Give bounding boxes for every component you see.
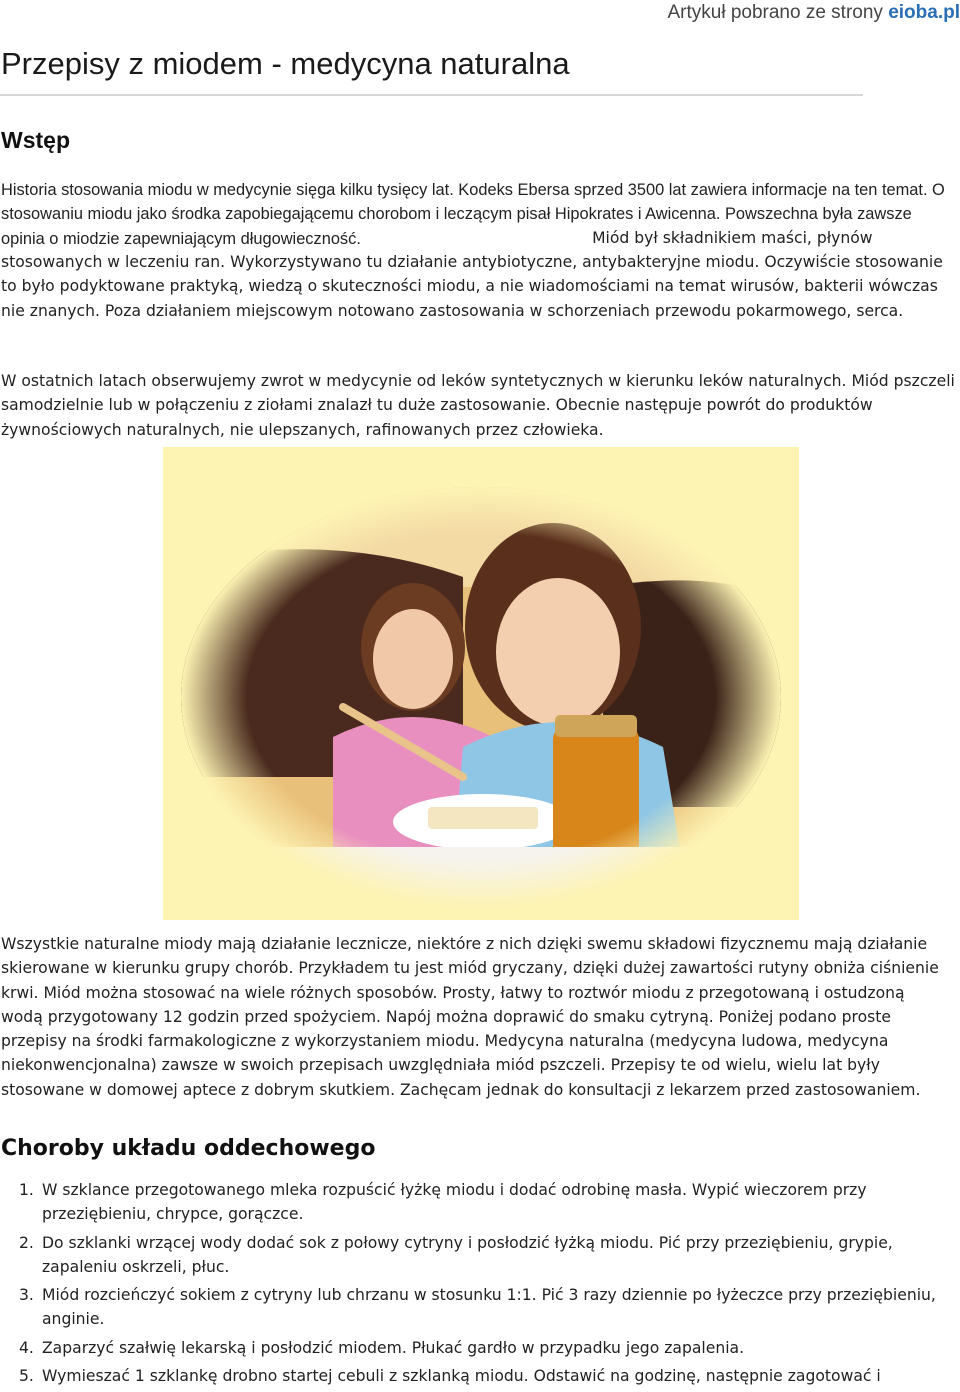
list-item: 3. Miód rozcieńczyć sokiem z cytryny lub chrzanu w stosunku 1:1. Pić 3 razy dziennie po łyżeczce przy przeziębieniu, anginie. <box>19 1286 936 1329</box>
list-item: 1. W szklance przegotowanego mleka rozpuścić łyżkę miodu i dodać odrobinę masła. Wypić wieczorem przy przeziębieniu, chrypce, gorączce. <box>19 1181 867 1224</box>
list-item: 5. Wymieszać 1 szklankę drobno startej cebuli z szklanką miodu. Odstawić na godzinę, następnie zagotować i <box>19 1367 881 1386</box>
source-prefix: Artykuł pobrano ze strony <box>667 2 889 23</box>
title-divider <box>0 94 863 96</box>
list-item: 2. Do szklanki wrzącej wody dodać sok z połowy cytryny i posłodzić łyżką miodu. Pić przy przeziębieniu, grypie, zapaleniu oskrzeli, płuc. <box>19 1233 893 1276</box>
photo-illustration <box>163 447 799 920</box>
paragraph-2: W ostatnich latach obserwujemy zwrot w medycynie od leków syntetycznych w kierunku leków naturalnych. Miód pszczeli samodzielnie lub w połączeniu z ziołami znalazł tu duże zastosowanie. Obecnie następuje powrót do produktów żywnościowych naturalnych, nie ulepszanych, rafinowanych przez człowieka. <box>1 372 955 439</box>
source-attribution <box>667 2 960 24</box>
recipe-list <box>0 1178 945 1392</box>
intro-paragraph-rest: Miód był składnikiem maści, płynów stosowanych w leczeniu ran. Wykorzystywano tu działanie antybiotyczne, antybakteryjne miodu. Oczywiście stosowanie to było podyktowane praktyką, wiedzą o skuteczności miodu, a nie wiadomościami na temat wirusów, bakterii wówczas nie znanych. Poza działaniem miejscowym notowano zastosowania w schorzeniach przewodu pokarmowego, serca. <box>1 229 943 320</box>
intro-paragraph-part1: Historia stosowania miodu w medycynie sięga kilku tysięcy lat. Kodeks Ebersa sprzed 3500 lat zawiera informacje na ten temat. O stosowaniu miodu jako środka zapobiegającemu chorobom i leczącym pisał Hipokrates i Awicenna. Powszechna była zawsze opinia o miodzie zapewniającym długowieczność. <box>1 181 945 248</box>
intro-paragraph-part2 <box>1 226 957 323</box>
source-link[interactable]: eioba.pl <box>888 2 960 23</box>
intro-heading: Wstęp <box>1 127 70 153</box>
article-photo <box>163 447 799 920</box>
list-item: 4. Zaparzyć szałwię lekarską i posłodzić miodem. Płukać gardło w przypadku jego zapalenia. <box>19 1338 745 1357</box>
page-title: Przepisy z miodem - medycyna naturalna <box>1 46 570 81</box>
paragraph-3: Wszystkie naturalne miody mają działanie lecznicze, niektóre z nich dzięki swemu składowi fizycznemu mają działanie skierowane w kierunku grupy chorób. Przykładem tu jest miód gryczany, dzięki dużej zawartości rutyny obniża ciśnienie krwi. Miód można stosować na wiele różnych sposobów. Prosty, łatwy to roztwór miodu z przegotowaną i ostudzoną wodą przygotowany 12 godzin przed spożyciem. Napój można doprawić do smaku cytryną. Poniżej podano proste przepisy na środki farmakologiczne z wykorzystaniem miodu. Medycyna naturalna (medycyna ludowa, medycyna niekonwencjonalna) zawsze w swoich przepisach uwzględniała miód pszczeli. Przepisy te od wielu, wielu lat były stosowane w domowej aptece z dobrym skutkiem. Zachęcam jednak do konsultacji z lekarzem przed zastosowaniem. <box>1 935 939 1099</box>
respiratory-heading: Choroby układu oddechowego <box>1 1136 376 1161</box>
